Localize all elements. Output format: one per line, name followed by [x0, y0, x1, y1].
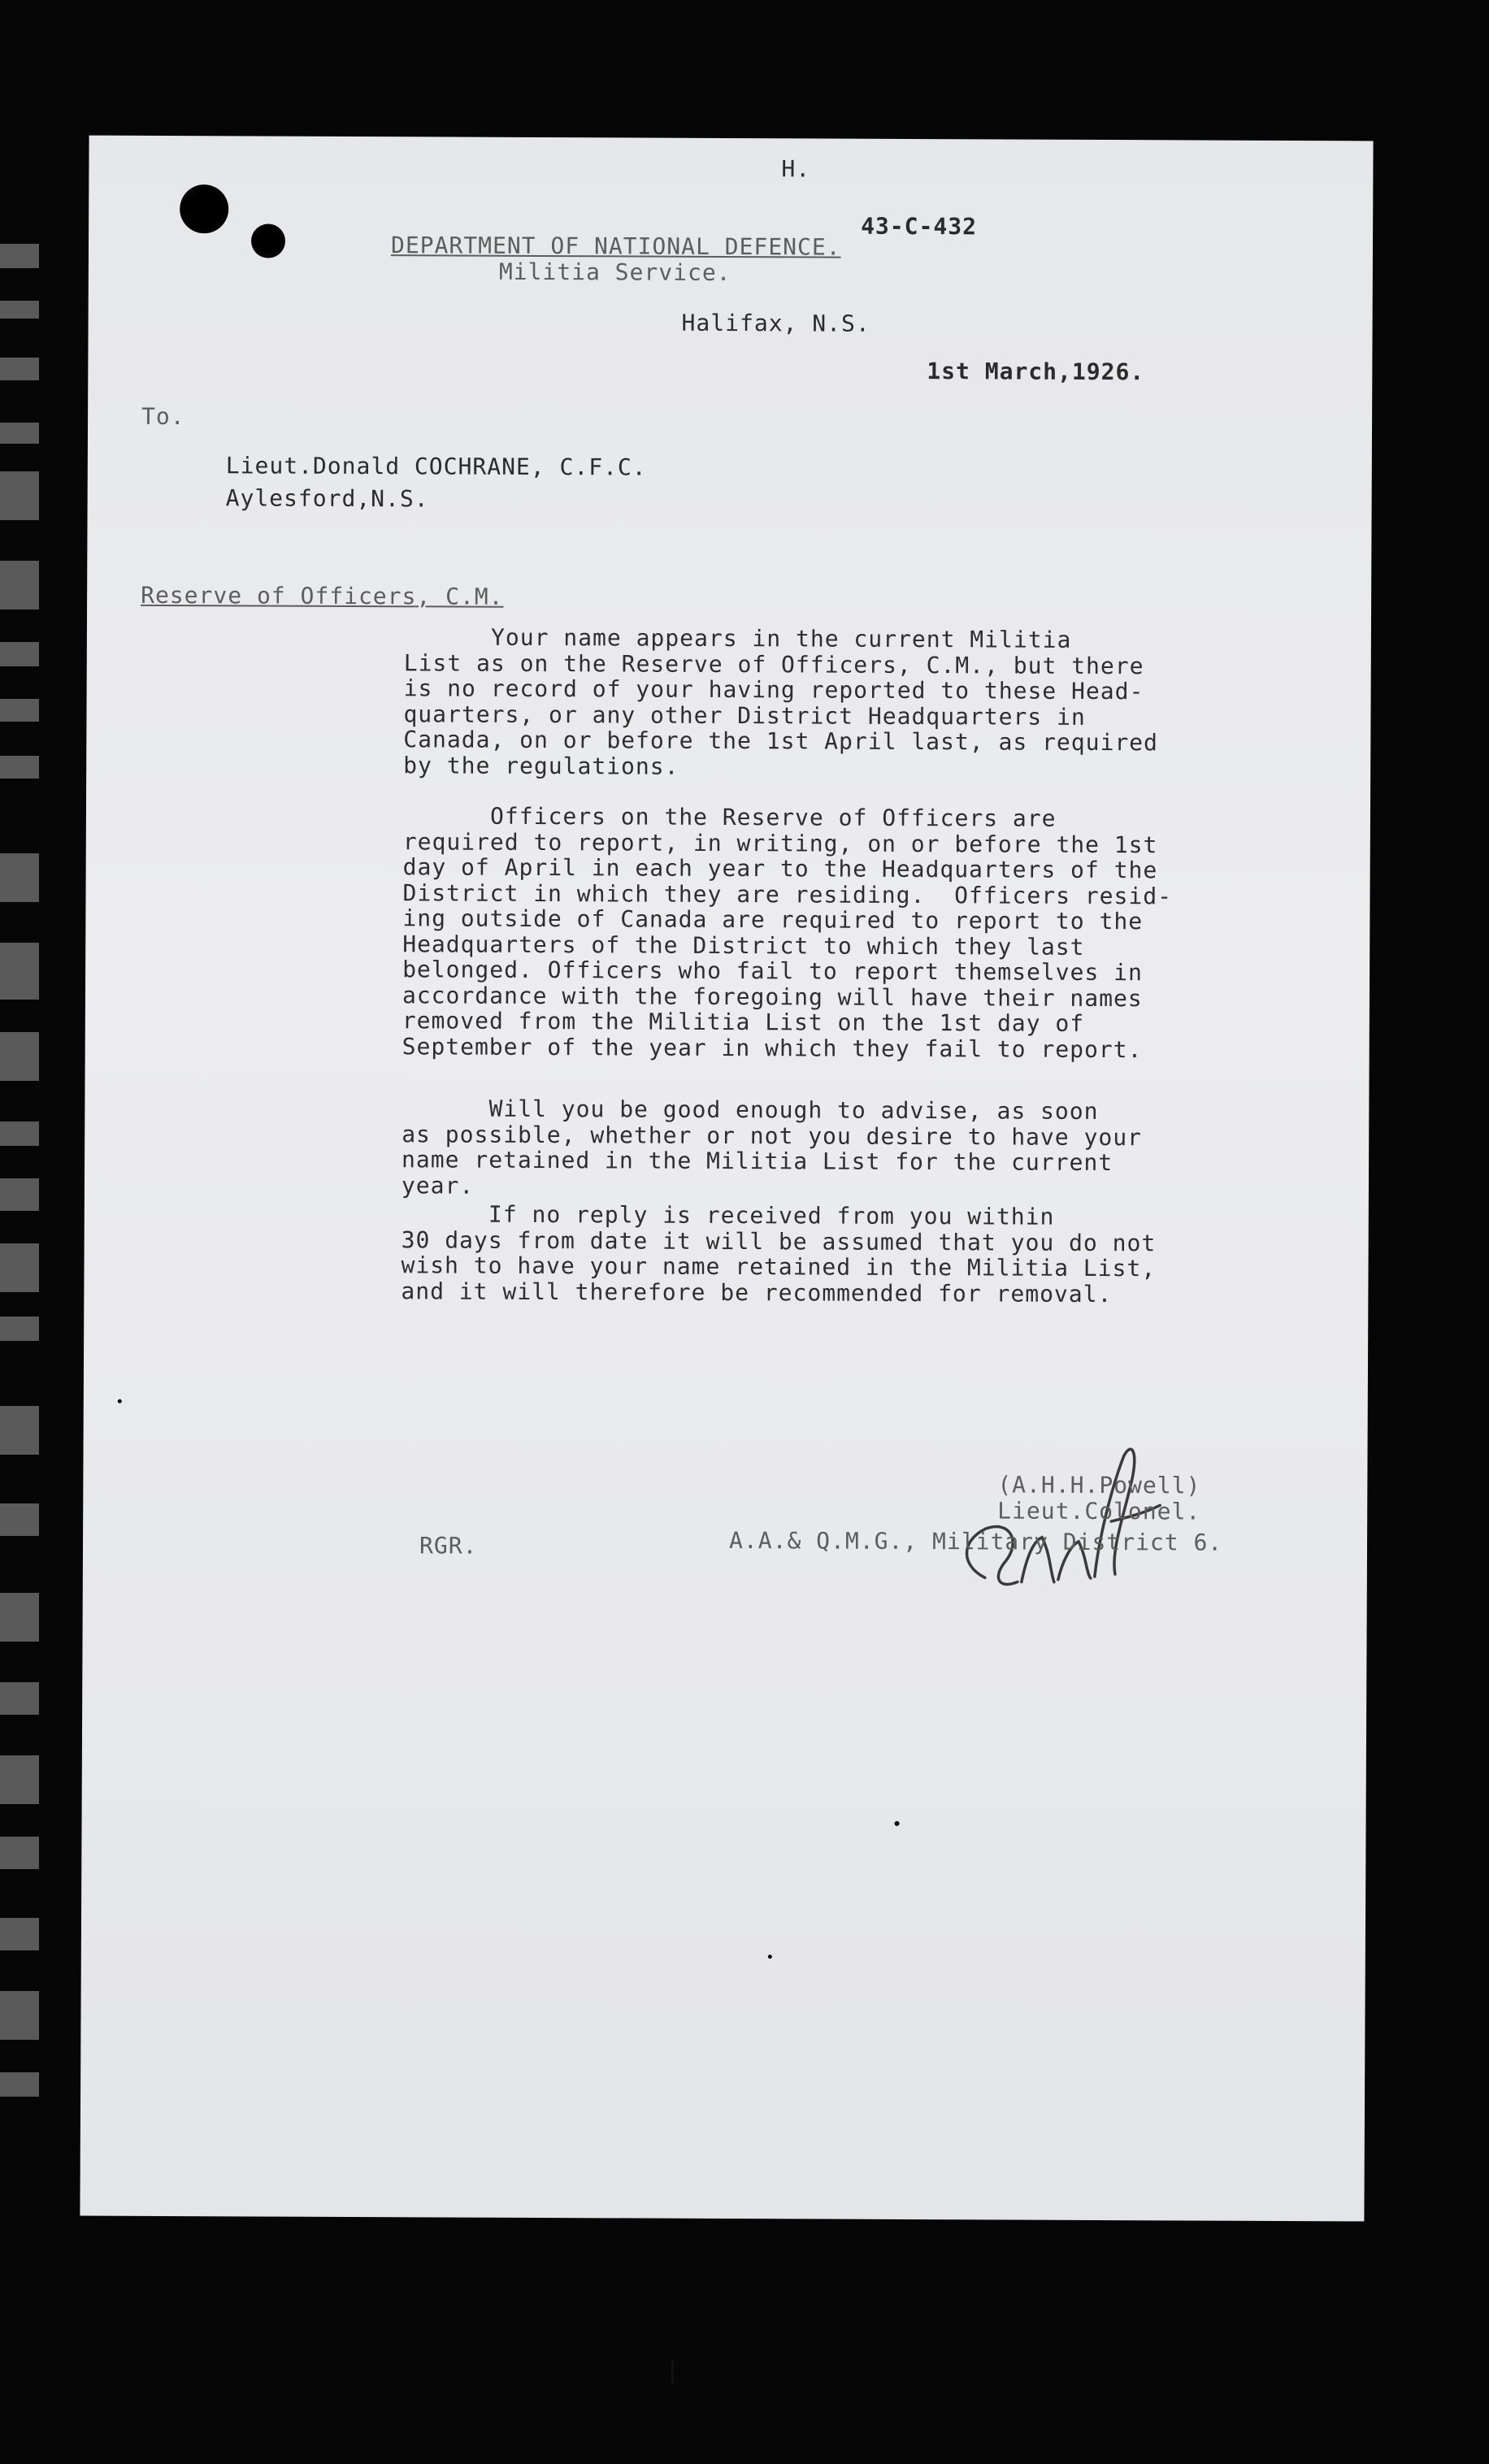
text-line: District in which they are residing. Officers resid- — [402, 878, 1173, 909]
text-line: required to report, in writing, on or before the 1st — [402, 827, 1158, 858]
text-line: Will you be good enough to advise, as soon — [402, 1095, 1099, 1125]
to-label: To. — [141, 402, 185, 431]
punch-hole — [251, 223, 285, 258]
text-line: name retained in the Militia List for the current — [402, 1146, 1113, 1177]
paragraph-3 — [402, 1095, 1296, 1202]
text-line: Officers on the Reserve of Officers are — [402, 802, 1057, 832]
document-page — [80, 136, 1373, 2222]
film-scratch — [671, 2361, 674, 2384]
text-line: Canada, on or before the 1st April last, as required — [403, 726, 1159, 757]
addressee-name: Lieut.Donald COCHRANE, C.F.C. — [225, 452, 647, 481]
text-line: belonged. Officers who fail to report themselves in — [402, 956, 1143, 987]
text-line: accordance with the foregoing will have their names — [402, 981, 1143, 1012]
text-line: as possible, whether or not you desire to have your — [402, 1120, 1143, 1151]
text-line: is no record of your having reported to these Head- — [403, 675, 1144, 705]
text-line: and it will therefore be recommended for removal. — [401, 1277, 1113, 1308]
signatory-rank: Lieut.Colonel. — [997, 1497, 1201, 1525]
signatory-name: (A.H.H.Powell) — [997, 1471, 1201, 1499]
text-line: by the regulations. — [403, 751, 679, 780]
addressee-address: Aylesford,N.S. — [225, 484, 429, 513]
text-line: If no reply is received from you within — [401, 1200, 1055, 1230]
text-line: ing outside of Canada are required to report to the — [402, 904, 1144, 935]
punch-hole — [180, 184, 228, 233]
paragraph-4 — [401, 1201, 1296, 1308]
text-line: day of April in each year to the Headquarters of the — [402, 853, 1158, 884]
service-heading: Militia Service. — [498, 258, 731, 287]
text-line: removed from the Militia List on the 1st day of — [402, 1007, 1085, 1037]
subject-line: Reserve of Officers, C.M. — [141, 581, 504, 610]
file-number: 43-C-432 — [861, 212, 978, 241]
letter-place: Halifax, N.S. — [681, 309, 870, 337]
speck — [118, 1399, 122, 1403]
film-edge — [0, 0, 42, 2464]
typist-initials: RGR. — [419, 1532, 478, 1560]
speck — [895, 1821, 900, 1826]
department-heading: DEPARTMENT OF NATIONAL DEFENCE. — [390, 232, 841, 261]
signatory-title: A.A.& Q.M.G., Military District 6. — [728, 1527, 1223, 1556]
speck — [768, 1954, 772, 1959]
file-letter: H. — [781, 155, 811, 183]
paragraph-2 — [402, 803, 1297, 1063]
text-line: year. — [401, 1171, 475, 1199]
paragraph-1 — [403, 624, 1298, 782]
letter-date: 1st March,1926. — [927, 358, 1145, 386]
text-line: Headquarters of the District to which they last — [402, 930, 1085, 961]
text-line: September of the year in which they fail to report. — [402, 1032, 1143, 1063]
text-line: quarters, or any other District Headquarters in — [403, 700, 1086, 731]
text-line: 30 days from date it will be assumed that you do not — [401, 1225, 1157, 1256]
text-line: Your name appears in the current Militia — [403, 623, 1072, 653]
text-line: wish to have your name retained in the Militia List, — [401, 1252, 1157, 1282]
text-line: List as on the Reserve of Officers, C.M., but there — [403, 649, 1144, 679]
